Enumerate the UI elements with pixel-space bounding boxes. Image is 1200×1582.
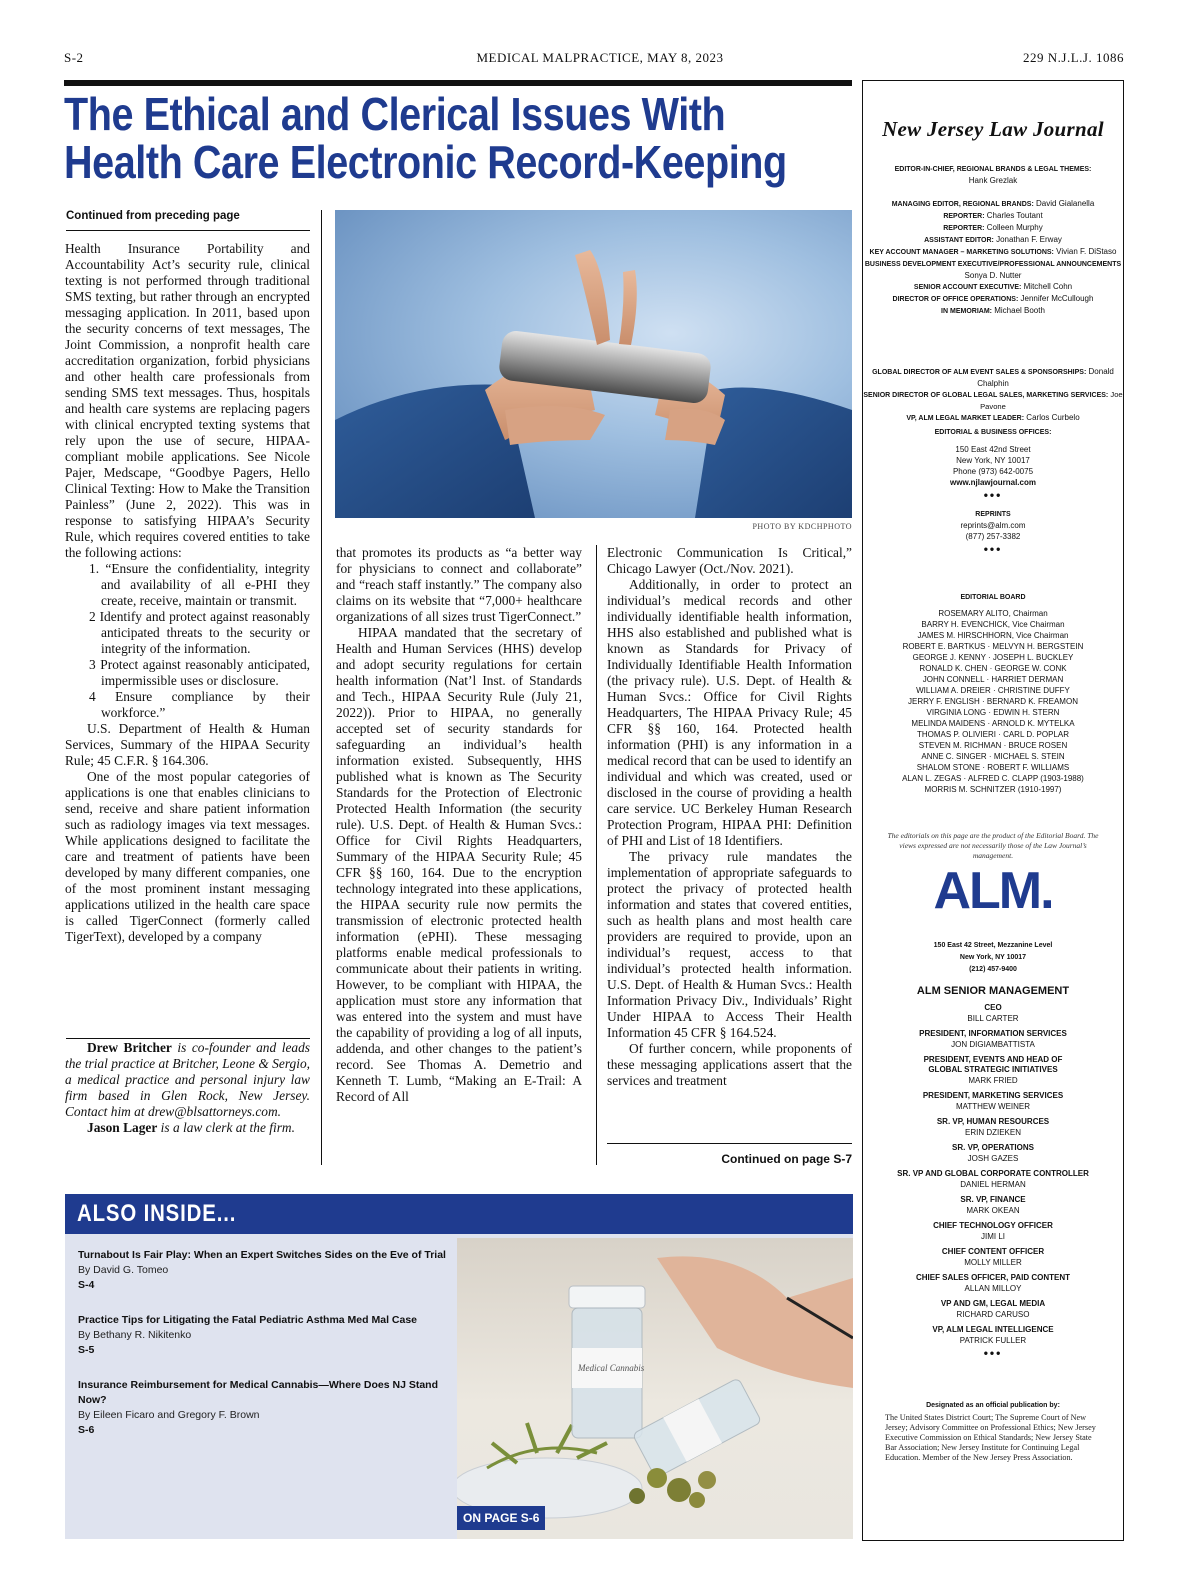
- citation: 229 N.J.L.J. 1086: [1023, 50, 1124, 65]
- address-line: New York, NY 10017: [959, 954, 1027, 961]
- list-item[interactable]: [78, 1313, 458, 1358]
- requirements-list: [89, 561, 310, 721]
- continued-on: Continued on page S-7: [721, 1152, 852, 1166]
- list-item: 1. “Ensure the confidentiality, integrity and availability of all e-PHI they create, receive, maintain or transmit.: [89, 561, 310, 608]
- staff-name: Vivian F. DiStaso: [1056, 247, 1117, 256]
- board-member: STEVEN M. RICHMAN · BRUCE ROSEN: [918, 741, 1068, 750]
- paragraph: Of further concern, while proponents of these messaging applications assert that the services and treatment: [607, 1041, 852, 1088]
- reprints-phone: (877) 257-3382: [965, 532, 1021, 541]
- page-number: S-2: [64, 50, 84, 65]
- exec-role: PRESIDENT, MARKETING SERVICES: [922, 1091, 1064, 1100]
- staff-list: [863, 163, 1123, 317]
- column-rule: [321, 210, 322, 1165]
- exec-name: MATTHEW WEINER: [955, 1102, 1031, 1111]
- exec-role: SR. VP AND GLOBAL CORPORATE CONTROLLER: [897, 1169, 1089, 1178]
- exec-role: CEO: [984, 1003, 1002, 1012]
- exec-name: MARK OKEAN: [966, 1206, 1020, 1215]
- website-link[interactable]: www.njlawjournal.com: [950, 478, 1036, 487]
- board-heading: EDITORIAL BOARD: [960, 594, 1026, 601]
- exec-name: DANIEL HERMAN: [960, 1180, 1026, 1189]
- address-line: New York, NY 10017: [956, 456, 1030, 465]
- exec-role: SR. VP, OPERATIONS: [952, 1143, 1034, 1152]
- board-member: VIRGINIA LONG · EDWIN H. STERN: [926, 708, 1060, 717]
- designated-heading: Designated as an official publication by:: [926, 1402, 1060, 1409]
- phone: (212) 457-9400: [969, 966, 1017, 973]
- item-title[interactable]: Insurance Reimbursement for Medical Cannabis—Where Does NJ Stand Now?: [78, 1379, 439, 1406]
- exec-name: JOSH GAZES: [967, 1154, 1019, 1163]
- divider: [66, 230, 310, 231]
- also-inside-header: [65, 1194, 853, 1234]
- staff-name: Michael Booth: [994, 306, 1045, 315]
- photo-credit: PHOTO BY KDCHPHOTO: [752, 522, 852, 531]
- designated-text: The United States District Court; The Supreme Court of New Jersey; Advisory Committee on Professional Ethics; New Jersey Executive Commission on Ethical Standards; New Jersey State Bar Association; New Jersey Institute for Continuing Legal Education. Member of the New Jersey Press Association.: [885, 1413, 1096, 1462]
- item-page: S-6: [78, 1424, 95, 1436]
- exec-role: CHIEF SALES OFFICER, PAID CONTENT: [915, 1273, 1071, 1282]
- list-item: 4 Ensure compliance by their workforce.”: [89, 689, 310, 720]
- board-member: ALAN L. ZEGAS · ALFRED C. CLAPP (1903-1988): [902, 774, 1084, 783]
- continued-from: Continued from preceding page: [66, 210, 240, 222]
- author-bio-text: is co-founder and leads the trial practice at Britcher, Leone & Sergio, a medical practice and personal injury law firm based in Glen Rock, New Jersey. Contact him at drew@blsattorneys.com.: [65, 1040, 310, 1119]
- board-member: SHALOM STONE · ROBERT F. WILLIAMS: [916, 763, 1070, 772]
- board-member: GEORGE J. KENNY · JOSEPH L. BUCKLEY: [912, 653, 1074, 662]
- newspaper-logo: New Jersey Law Journal: [882, 117, 1104, 141]
- also-inside-title: ALSO INSIDE...: [77, 1200, 237, 1227]
- board-member: BARRY H. EVENCHICK, Vice Chairman: [921, 620, 1065, 629]
- paragraph: HIPAA mandated that the secretary of Health and Human Services (HHS) develop and adopt security regulations for certain health information (Nat’l Inst. of Standards and Tech., HIPAA Security Rule (July 21, 2022)). Prior to HIPAA, no generally accepted set of security standards for safeguarding an individual’s health information existed. Subsequently, HHS published what is known as The Security Standards for the Protection of Electronic Protected Health Information (the security rule). U.S. Dept. of Health & Human Svcs.: Office for Civil Rights Headquarters, Summary of the HIPAA Security Rule; 45 CFR §§ 160, 164. Due to the encryption technology integrated into these applications, the HIPAA security rule now permits the transmission of electronic protected health information (ePHI). These messaging platforms enable medical professionals to communicate about their patients in writing. However, to be compliant with HIPAA, the application must store any information that was entered into the system and must have the capability of providing a log of all inputs, addenda, and other changes to the patient’s record. See Thomas A. Demetrio and Kenneth T. Lumb, “Making an E-Trail: A Record of All: [336, 625, 582, 1104]
- author-name: Jason Lager: [87, 1120, 158, 1135]
- separator-dots: •••: [983, 542, 1003, 556]
- paragraph: U.S. Department of Health & Human Services, Summary of the HIPAA Security Rule; 45 C.F.R. § 164.306.: [65, 721, 310, 768]
- alm-address: [863, 939, 1123, 975]
- section-date: MEDICAL MALPRACTICE, MAY 8, 2023: [476, 50, 724, 65]
- paragraph: Electronic Communication Is Critical,” Chicago Lawyer (Oct./Nov. 2021).: [607, 545, 852, 576]
- paragraph: The privacy rule mandates the implementation of appropriate safeguards to protect the privacy of protected health information and states that covered entities, such as health plans and most health care providers are required to provide, upon an individual’s request, access to that individual’s protected health information. U.S. Dept. of Health & Human Svcs.: Health Information Privacy Div., Individuals’ Right Under HIPAA to Access Their Health Information 45 CFR § 164.524.: [607, 849, 852, 1040]
- staff-role: REPORTER:: [943, 225, 985, 232]
- exec-name: PATRICK FULLER: [959, 1336, 1027, 1345]
- list-item: 2 Identify and protect against reasonably anticipated threats to the security or integrity of the information.: [89, 609, 310, 656]
- item-title[interactable]: Practice Tips for Litigating the Fatal Pediatric Asthma Med Mal Case: [78, 1314, 417, 1326]
- staff-name: Joe Pavone: [980, 390, 1123, 411]
- management-heading: ALM SENIOR MANAGEMENT: [916, 985, 1070, 997]
- exec-role: SR. VP, FINANCE: [960, 1195, 1026, 1204]
- staff-role: VP, ALM LEGAL MARKET LEADER:: [906, 415, 1025, 422]
- board-member: ROSEMARY ALITO, Chairman: [938, 609, 1048, 618]
- exec-role: CHIEF TECHNOLOGY OFFICER: [933, 1221, 1053, 1230]
- exec-name: ALLAN MILLOY: [964, 1284, 1022, 1293]
- author-bio: [65, 1040, 310, 1136]
- exec-role: VP, ALM LEGAL INTELLIGENCE: [932, 1325, 1054, 1334]
- staff-role: KEY ACCOUNT MANAGER – MARKETING SOLUTIONS:: [869, 249, 1054, 256]
- exec-role: PRESIDENT, EVENTS AND HEAD OF GLOBAL STRATEGIC INITIATIVES: [923, 1055, 1063, 1074]
- exec-name: JIMI LI: [980, 1232, 1005, 1241]
- board-member: MORRIS M. SCHNITZER (1910-1997): [924, 785, 1062, 794]
- paragraph: One of the most popular categories of applications is one that enables clinicians to send, receive and share patient information such as radiology images via text messages. While applications designed to facilitate the care and treatment of patients have been developed by many different companies, one of the most prominent instant messaging applications utilized in the health care space is called TigerConnect (formerly called TigerText), developed by a company: [65, 769, 310, 944]
- staff-role: SENIOR ACCOUNT EXECUTIVE:: [913, 284, 1022, 291]
- phone: Phone (973) 642-0075: [952, 467, 1034, 476]
- headline-line-1: The Ethical and Clerical Issues With: [64, 88, 726, 140]
- divider: [607, 1143, 852, 1144]
- author-bio-text: is a law clerk at the firm.: [157, 1120, 295, 1135]
- exec-name: ERIN DZIEKEN: [964, 1128, 1021, 1137]
- jar-label: Medical Cannabis: [578, 1363, 645, 1373]
- staff-name: Carlos Curbelo: [1026, 413, 1080, 422]
- exec-name: BILL CARTER: [967, 1014, 1019, 1023]
- headline-line-2: Health Care Electronic Record-Keeping: [64, 136, 787, 188]
- cannabis-photo: [457, 1238, 853, 1539]
- board-member: WILLIAM A. DREIER · CHRISTINE DUFFY: [916, 686, 1070, 695]
- author-name: Drew Britcher: [87, 1040, 172, 1055]
- staff-role: BUSINESS DEVELOPMENT EXECUTIVE/PROFESSIONAL ANNOUNCEMENTS: [864, 261, 1122, 268]
- paragraph: that promotes its products as “a better way for physicians to connect and collaborate” and “reach staff instantly.” The company also claims on its website that “7,000+ healthcare organizations of all sizes trust TigerConnect.”: [336, 545, 582, 624]
- masthead: [862, 80, 1124, 1541]
- exec-name: JON DIGIAMBATTISTA: [951, 1040, 1035, 1049]
- on-page-badge[interactable]: ON PAGE S-6: [457, 1506, 545, 1530]
- list-item[interactable]: [78, 1248, 458, 1293]
- alm-logo: ALM.: [933, 862, 1053, 920]
- staff-role: REPORTER:: [943, 213, 985, 220]
- list-item[interactable]: [78, 1378, 458, 1438]
- item-byline: By Bethany R. Nikitenko: [78, 1329, 192, 1341]
- alm-staff-list: [863, 366, 1123, 424]
- article-column-1: [65, 241, 310, 945]
- cannabis-jar-illustration: [457, 1238, 853, 1539]
- board-member: ROBERT E. BARTKUS · MELVYN H. BERGSTEIN: [902, 642, 1084, 651]
- separator-dots: •••: [983, 1346, 1003, 1360]
- exec-role: CHIEF CONTENT OFFICER: [941, 1247, 1045, 1256]
- staff-name: Hank Grezlak: [968, 176, 1018, 185]
- separator-dots: •••: [983, 488, 1003, 502]
- staff-role: EDITOR-IN-CHIEF, REGIONAL BRANDS & LEGAL THEMES:: [894, 166, 1092, 173]
- staff-name: David Gialanella: [1036, 199, 1095, 208]
- exec-name: RICHARD CARUSO: [956, 1310, 1030, 1319]
- board-member: JERRY F. ENGLISH · BERNARD K. FREAMON: [908, 697, 1078, 706]
- divider: [66, 1038, 310, 1039]
- column-rule: [596, 545, 597, 1165]
- senior-management: [863, 985, 1123, 1360]
- staff-name: Charles Toutant: [986, 211, 1043, 220]
- staff-role: MANAGING EDITOR, REGIONAL BRANDS:: [891, 201, 1034, 208]
- exec-role: SR. VP, HUMAN RESOURCES: [936, 1117, 1050, 1126]
- board-member: JAMES M. HIRSCHHORN, Vice Chairman: [917, 631, 1069, 640]
- headline: [64, 90, 842, 186]
- top-rule: [64, 80, 852, 86]
- staff-role: IN MEMORIAM:: [941, 308, 992, 315]
- exec-name: MOLLY MILLER: [964, 1258, 1022, 1267]
- board-member: MELINDA MAIDENS · ARNOLD K. MYTELKA: [911, 719, 1075, 728]
- item-page: S-4: [78, 1279, 95, 1291]
- address-line: 150 East 42 Street, Mezzanine Level: [933, 942, 1053, 949]
- also-inside-box: [65, 1194, 853, 1539]
- reprints-heading: REPRINTS: [975, 511, 1011, 518]
- staff-name: Colleen Murphy: [986, 223, 1043, 232]
- exec-role: VP AND GM, LEGAL MEDIA: [940, 1299, 1046, 1308]
- staff-name: Sonya D. Nutter: [964, 271, 1022, 280]
- paragraph: Health Insurance Portability and Accountability Act’s security rule, clinical texting is not performed through traditional SMS texting, but rather through an encrypted messaging application. In 2011, based upon the security concerns of text messages, The Joint Commission, a nonprofit health care accreditation organization, forbid physicians and other health care professionals from sending SMS text messages. Thus, hospitals and health care systems are replacing pagers with clinical encrypted texting systems that rely upon the use of secure, HIPAA-compliant mobile applications. See Nicole Pajer, Medscape, “Goodbye Pagers, Hello Clinical Texting: How to Make the Transition Painless” (June 2, 2022). This was in response to satisfying HIPAA’s Security Rule, which requires covered entities to take the following actions:: [65, 241, 310, 560]
- offices: [863, 426, 1123, 556]
- paragraph: Additionally, in order to protect an individual’s medical records and other individually identifiable health information, HHS also established and published what is known as Standards for Privacy of Individually Identifiable Health Information (the privacy rule). U.S. Dept. of Health & Human Svcs.: Office for Civil Rights Headquarters, The HIPAA Privacy Rule; 45 CFR §§ 160, 164. Protected health information (PHI) is any information in a medical record that can be used to identify an individual and which was created, used or disclosed in the course of providing a health care service. UC Berkeley Human Research Protection Program, HIPAA PHI: Definition of PHI and List of 18 Identifiers.: [607, 577, 852, 848]
- staff-name: Mitchell Cohn: [1023, 282, 1073, 291]
- item-page: S-5: [78, 1344, 95, 1356]
- board-disclaimer: The editorials on this page are the product of the Editorial Board. The views expressed are not necessarily those of the Law Journal’s management.: [887, 831, 1099, 860]
- board-member: JOHN CONNELL · HARRIET DERMAN: [922, 675, 1064, 684]
- staff-role: ASSISTANT EDITOR:: [924, 237, 994, 244]
- exec-name: MARK FRIED: [968, 1076, 1018, 1085]
- board-member: ANNE C. SINGER · MICHAEL S. STEIN: [921, 752, 1065, 761]
- staff-role: DIRECTOR OF OFFICE OPERATIONS:: [892, 296, 1019, 303]
- reprints-email[interactable]: reprints@alm.com: [960, 521, 1026, 530]
- offices-heading: EDITORIAL & BUSINESS OFFICES:: [934, 429, 1052, 436]
- item-byline: By David G. Tomeo: [78, 1264, 169, 1276]
- staff-role: SENIOR DIRECTOR OF GLOBAL LEGAL SALES, MARKETING SERVICES:: [863, 392, 1109, 399]
- article-photo: [335, 210, 852, 518]
- item-title[interactable]: Turnabout Is Fair Play: When an Expert Switches Sides on the Eve of Trial: [78, 1249, 446, 1261]
- article-column-3: [607, 545, 852, 1089]
- staff-name: Jennifer McCullough: [1020, 294, 1094, 303]
- editorial-board: [863, 591, 1123, 795]
- article-column-2: [336, 545, 582, 1105]
- staff-name: Jonathan F. Erway: [996, 235, 1062, 244]
- hands-phone-illustration: [335, 210, 852, 518]
- address-line: 150 East 42nd Street: [955, 445, 1031, 454]
- staff-name: Donald Chalphin: [977, 367, 1114, 388]
- staff-role: GLOBAL DIRECTOR OF ALM EVENT SALES & SPONSORSHIPS:: [872, 369, 1087, 376]
- exec-role: PRESIDENT, INFORMATION SERVICES: [919, 1029, 1067, 1038]
- designated-heading-wrap: [863, 1399, 1123, 1411]
- list-item: 3 Protect against reasonably anticipated, impermissible uses or disclosure.: [89, 657, 310, 688]
- board-member: THOMAS P. OLIVIERI · CARL D. POPLAR: [916, 730, 1070, 739]
- item-byline: By Eileen Ficaro and Gregory F. Brown: [78, 1409, 260, 1421]
- board-member: RONALD K. CHEN · GEORGE W. CONK: [919, 664, 1067, 673]
